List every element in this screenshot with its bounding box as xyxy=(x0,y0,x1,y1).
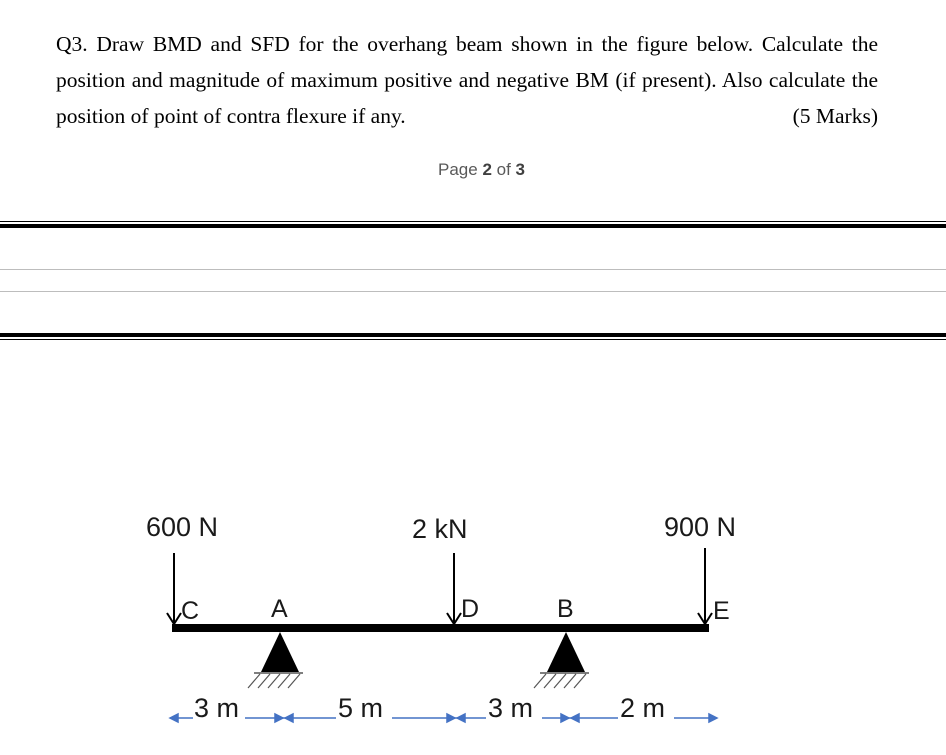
load-arrow-c xyxy=(167,553,181,624)
support-b xyxy=(534,632,589,688)
load-arrow-e xyxy=(698,548,712,624)
dimension-label-db: 3 m xyxy=(488,693,534,723)
load-arrow-d xyxy=(447,553,461,624)
dimension-label-be: 2 m xyxy=(620,693,666,723)
page-prefix: Page xyxy=(438,160,483,179)
load-label-2kn: 2 kN xyxy=(412,514,468,544)
page-sep: of xyxy=(491,160,516,179)
dimension-label-ad: 5 m xyxy=(338,693,384,723)
point-label-c: C xyxy=(181,597,200,625)
question-line-3-text: position of point of contra flexure if any. xyxy=(56,104,406,128)
point-label-e: E xyxy=(713,597,730,625)
load-label-600n: 600 N xyxy=(146,512,219,542)
dimension-label-ca: 3 m xyxy=(194,693,240,723)
point-label-d: D xyxy=(461,595,480,623)
beam xyxy=(172,624,709,632)
question-line-1: Q3. Draw BMD and SFD for the overhang beam shown in the figure below. Calculate the xyxy=(56,32,878,56)
marks-label: (5 Marks) xyxy=(792,104,878,128)
page-total: 3 xyxy=(515,160,525,179)
question-line-2: position and magnitude of maximum positive and negative BM (if present). Also calculate the xyxy=(56,68,878,92)
point-label-a: A xyxy=(271,595,288,623)
load-label-900n: 900 N xyxy=(664,512,737,542)
page-current: 2 xyxy=(482,160,492,179)
point-label-b: B xyxy=(557,595,574,623)
support-a xyxy=(248,632,303,688)
